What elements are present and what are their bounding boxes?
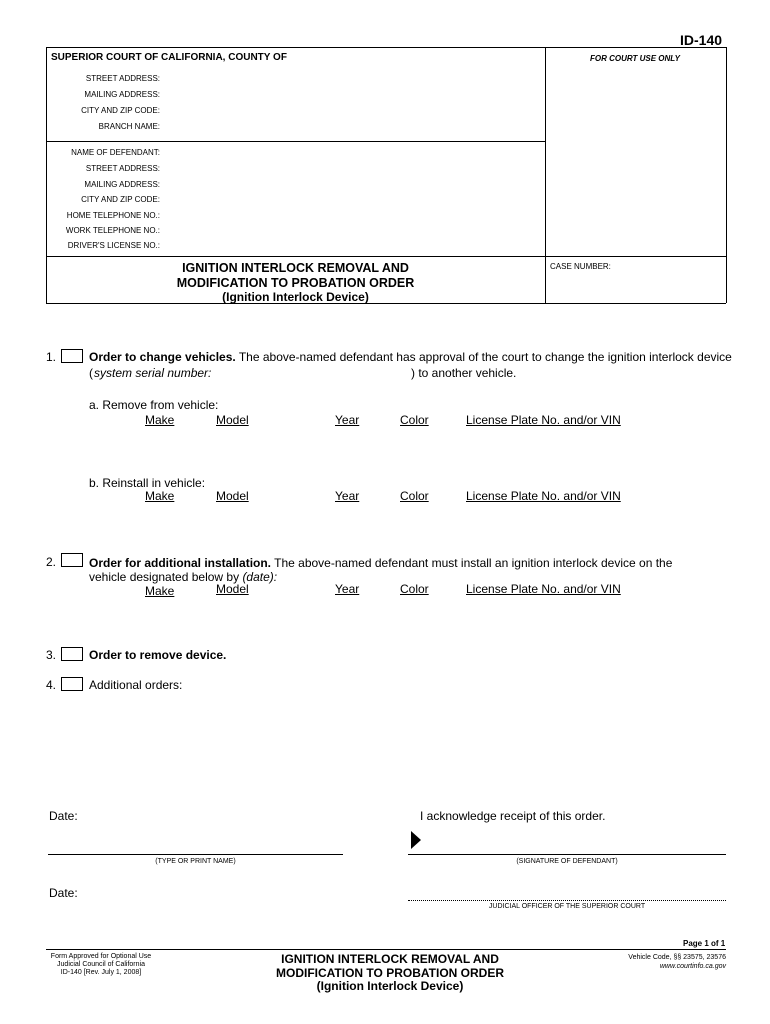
title-section-divider: [46, 256, 726, 257]
defendant-street-label: STREET ADDRESS:: [85, 164, 160, 173]
col-plate: License Plate No. and/or VIN: [466, 582, 621, 596]
item1-open-paren: (: [89, 366, 93, 380]
item2-number: 2.: [46, 555, 57, 569]
form-title-line3: (Ignition Interlock Device): [222, 290, 369, 304]
col-plate: License Plate No. and/or VIN: [466, 413, 621, 427]
case-number-label: CASE NUMBER:: [550, 262, 611, 271]
item2-line2-text: vehicle designated below by: [89, 570, 243, 584]
court-city-field[interactable]: [164, 104, 534, 118]
item4-label: Additional orders:: [89, 678, 183, 692]
court-title: SUPERIOR COURT OF CALIFORNIA, COUNTY OF: [51, 52, 287, 63]
acknowledge-text: I acknowledge receipt of this order.: [420, 809, 606, 823]
col-color: Color: [400, 489, 429, 503]
form-id: ID-140: [680, 32, 723, 48]
defendant-mailing-label: MAILING ADDRESS:: [84, 180, 160, 189]
item4-number: 4.: [46, 678, 57, 692]
defendant-license-field[interactable]: [164, 239, 534, 253]
item1-serial-end: ) to another vehicle.: [411, 366, 517, 380]
defendant-signature-caption: (SIGNATURE OF DEFENDANT): [516, 858, 618, 865]
defendant-license-label: DRIVER'S LICENSE NO.:: [67, 241, 160, 250]
defendant-city-field[interactable]: [164, 193, 534, 207]
judicial-officer-caption: JUDICIAL OFFICER OF THE SUPERIOR COURT: [488, 903, 646, 910]
remove-vehicle-field[interactable]: [140, 432, 620, 446]
defendant-work-phone-label: WORK TELEPHONE NO.:: [65, 226, 160, 235]
page-number: Page 1 of 1: [683, 939, 726, 948]
defendant-street-field[interactable]: [164, 162, 534, 176]
col-model: Model: [216, 489, 249, 503]
footer-title-line2: MODIFICATION TO PROBATION ORDER: [276, 965, 504, 980]
item1-serial-label: system serial number:: [94, 366, 212, 380]
item2-date-label: (date):: [242, 570, 278, 584]
court-mailing-label: MAILING ADDRESS:: [84, 90, 160, 99]
court-section-divider: [46, 141, 545, 142]
col-year: Year: [335, 413, 360, 427]
date-field-1[interactable]: [82, 807, 282, 821]
col-model: Model: [216, 582, 249, 596]
col-make: Make: [145, 413, 175, 427]
col-color: Color: [400, 582, 429, 596]
item2-heading: Order for additional installation.: [89, 556, 272, 570]
item2-description: The above-named defendant must install an ignition interlock device on the: [271, 556, 673, 570]
court-city-label: CITY AND ZIP CODE:: [81, 106, 160, 115]
item2-date-field[interactable]: [280, 568, 440, 582]
header-right-border: [726, 47, 727, 303]
court-use-label: FOR COURT USE ONLY: [590, 54, 680, 63]
footer-title-line3: (Ignition Interlock Device): [316, 979, 464, 993]
defendant-work-phone-field[interactable]: [164, 224, 534, 238]
court-street-field[interactable]: [164, 72, 534, 86]
court-branch-field[interactable]: [164, 120, 534, 134]
defendant-name-label: NAME OF DEFENDANT:: [71, 148, 160, 157]
footer-approved-line3: ID-140 [Rev. July 1, 2008]: [60, 969, 142, 976]
sign-here-arrow-icon: [410, 830, 422, 850]
footer-rule: [46, 949, 726, 950]
item3-number: 3.: [46, 648, 57, 662]
footer-approved-line2: Judicial Council of California: [57, 961, 145, 968]
item1-description: The above-named defendant has approval of the court to change the ignition interlock device: [235, 350, 732, 364]
footer-legal: [576, 953, 726, 971]
court-branch-label: BRANCH NAME:: [98, 122, 160, 131]
judicial-officer-line: [408, 900, 726, 901]
item1-heading: Order to change vehicles.: [89, 350, 236, 364]
footer-url[interactable]: www.courtinfo.ca.gov: [659, 963, 726, 970]
form-title-line1: IGNITION INTERLOCK REMOVAL AND: [182, 261, 409, 275]
serial-number-field[interactable]: [210, 364, 410, 378]
item2-line2: [89, 570, 277, 584]
defendant-city-label: CITY AND ZIP CODE:: [81, 195, 160, 204]
item1-text: [89, 350, 732, 364]
col-year: Year: [335, 582, 360, 596]
case-number-field[interactable]: [550, 276, 720, 290]
court-street-label: STREET ADDRESS:: [85, 74, 160, 83]
item2-checkbox[interactable]: [61, 553, 83, 567]
date-field-2[interactable]: [82, 884, 282, 898]
item1-checkbox[interactable]: [61, 349, 83, 363]
footer-vehicle-code: Vehicle Code, §§ 23575, 23576: [628, 954, 726, 961]
col-model: Model: [216, 413, 249, 427]
defendant-name-field[interactable]: [164, 146, 534, 160]
col-year: Year: [335, 489, 360, 503]
item3-heading: Order to remove device.: [89, 648, 227, 662]
footer-approval: [46, 953, 156, 977]
reinstall-vehicle-label: b. Reinstall in vehicle:: [89, 476, 206, 490]
print-name-field[interactable]: [48, 838, 343, 852]
footer-approved-line1: Form Approved for Optional Use: [50, 953, 152, 960]
name-line: [48, 854, 343, 855]
reinstall-vehicle-field[interactable]: [140, 508, 620, 522]
additional-vehicle-field[interactable]: [140, 602, 620, 616]
date-label-2: Date:: [49, 886, 78, 900]
type-name-caption: (TYPE OR PRINT NAME): [155, 858, 236, 865]
date-label-1: Date:: [49, 809, 78, 823]
remove-vehicle-label: a. Remove from vehicle:: [89, 398, 219, 412]
footer-title: [240, 953, 540, 994]
header-divider: [545, 47, 546, 303]
defendant-signature-field[interactable]: [425, 838, 725, 852]
judicial-officer-field[interactable]: [408, 884, 726, 898]
item4-checkbox[interactable]: [61, 677, 83, 691]
defendant-signature-line: [408, 854, 726, 855]
footer-title-line1: IGNITION INTERLOCK REMOVAL AND: [281, 952, 499, 966]
defendant-home-phone-label: HOME TELEPHONE NO.:: [66, 211, 160, 220]
item1-number: 1.: [46, 350, 57, 364]
col-plate: License Plate No. and/or VIN: [466, 489, 621, 503]
item3-checkbox[interactable]: [61, 647, 83, 661]
additional-orders-field[interactable]: [89, 696, 719, 796]
defendant-home-phone-field[interactable]: [164, 209, 534, 223]
col-color: Color: [400, 413, 429, 427]
form-title-line2: MODIFICATION TO PROBATION ORDER: [176, 276, 415, 290]
col-make: Make: [145, 584, 175, 598]
defendant-mailing-field[interactable]: [164, 178, 534, 192]
court-mailing-field[interactable]: [164, 88, 534, 102]
col-make: Make: [145, 489, 175, 503]
header-top-border: [46, 47, 726, 48]
